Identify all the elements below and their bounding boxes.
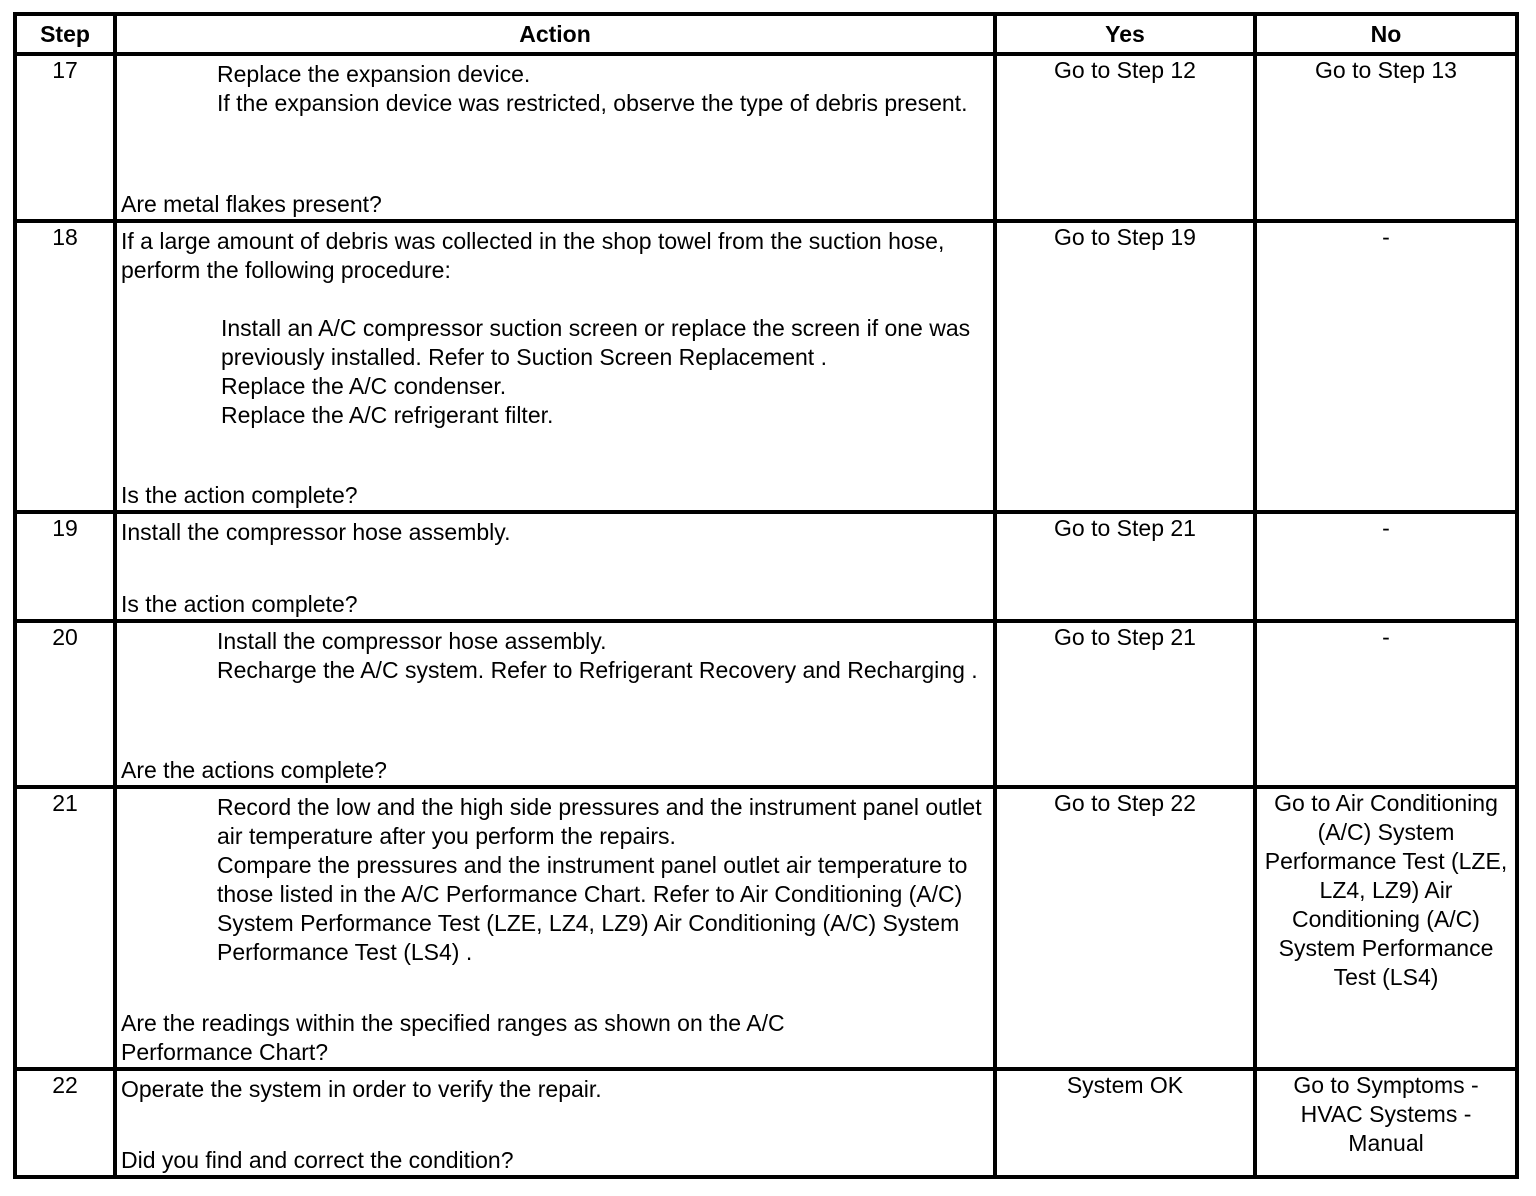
no-cell: - — [1255, 512, 1517, 621]
action-cell — [115, 54, 995, 221]
yes-cell: Go to Step 22 — [995, 787, 1255, 1069]
yes-cell: Go to Step 12 — [995, 54, 1255, 221]
question-text: Are the readings within the specified ranges as shown on the A/C Performance Chart? — [121, 1010, 785, 1065]
action-intro: Operate the system in order to verify the repair. — [121, 1076, 602, 1102]
step-number: 17 — [15, 54, 115, 221]
step-number: 22 — [15, 1069, 115, 1177]
diagnostic-table — [13, 12, 1519, 1179]
header-no: No — [1255, 14, 1517, 54]
step-number: 18 — [15, 221, 115, 512]
no-cell: Go to Symptoms - HVAC Systems - Manual — [1255, 1069, 1517, 1177]
action-cell — [115, 621, 995, 787]
action-line: Replace the A/C condenser. — [221, 373, 507, 399]
table-row — [15, 221, 1517, 512]
yes-cell: System OK — [995, 1069, 1255, 1177]
action-line: If the expansion device was restricted, observe the type of debris present. — [217, 90, 968, 116]
header-row — [15, 14, 1517, 54]
action-line: Compare the pressures and the instrument panel outlet air temperature to those listed in the A/C Performance Chart. Refer to Air Conditioning (A/C) System Performance Test (LZE, LZ4, LZ9) Air Conditioning (A/C) System Performance Test (LS4) . — [217, 852, 968, 965]
yes-cell: Go to Step 21 — [995, 621, 1255, 787]
step-number: 21 — [15, 787, 115, 1069]
action-intro: Install the compressor hose assembly. — [121, 519, 511, 545]
action-line: Record the low and the high side pressures and the instrument panel outlet air temperature after you perform the repairs. — [217, 794, 982, 849]
action-line: Replace the A/C refrigerant filter. — [221, 402, 554, 428]
question-text: Is the action complete? — [121, 482, 358, 508]
no-cell: Go to Step 13 — [1255, 54, 1517, 221]
no-cell: Go to Air Conditioning (A/C) System Performance Test (LZE, LZ4, LZ9) Air Conditioning (A/C) System Performance Test (LS4) — [1255, 787, 1517, 1069]
action-intro: If a large amount of debris was collected in the shop towel from the suction hose, perform the following procedure: — [121, 228, 945, 283]
action-cell — [115, 221, 995, 512]
yes-cell: Go to Step 19 — [995, 221, 1255, 512]
table-row — [15, 1069, 1517, 1177]
action-cell — [115, 787, 995, 1069]
action-cell — [115, 512, 995, 621]
yes-cell: Go to Step 21 — [995, 512, 1255, 621]
table-row — [15, 787, 1517, 1069]
action-line: Recharge the A/C system. Refer to Refrigerant Recovery and Recharging . — [217, 657, 978, 683]
table-row — [15, 621, 1517, 787]
step-number: 20 — [15, 621, 115, 787]
step-number: 19 — [15, 512, 115, 621]
action-line: Replace the expansion device. — [217, 61, 531, 87]
header-yes: Yes — [995, 14, 1255, 54]
action-line: Install an A/C compressor suction screen or replace the screen if one was previously installed. Refer to Suction Screen Replacement . — [221, 315, 971, 370]
question-text: Did you find and correct the condition? — [121, 1147, 514, 1173]
action-line: Install the compressor hose assembly. — [217, 628, 607, 654]
no-cell: - — [1255, 621, 1517, 787]
header-action: Action — [115, 14, 995, 54]
table-row — [15, 54, 1517, 221]
question-text: Are metal flakes present? — [121, 191, 382, 217]
table-row — [15, 512, 1517, 621]
header-step: Step — [15, 14, 115, 54]
question-text: Is the action complete? — [121, 591, 358, 617]
question-text: Are the actions complete? — [121, 757, 387, 783]
no-cell: - — [1255, 221, 1517, 512]
action-cell — [115, 1069, 995, 1177]
